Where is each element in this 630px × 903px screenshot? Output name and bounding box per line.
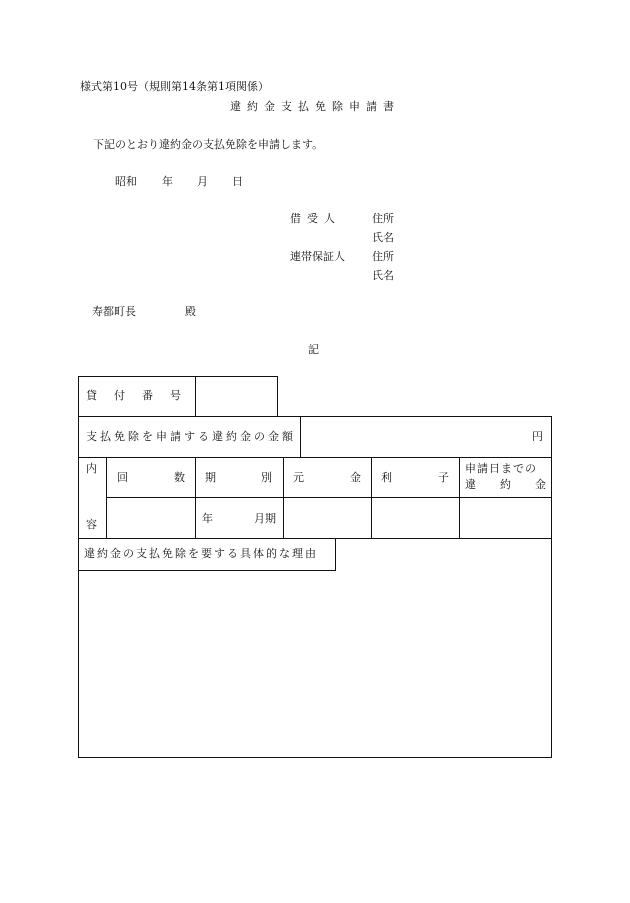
col-kaisu-1: 回 (117, 471, 128, 484)
gankin-field[interactable] (284, 498, 370, 537)
rishi-field[interactable] (372, 498, 458, 537)
intro-text: 下記のとおり違約金の支払免除を申請します。 (93, 138, 324, 151)
naiyo-top: 内 (86, 462, 97, 475)
col-penalty-v: 違 (465, 478, 476, 491)
date-year: 年 (162, 175, 173, 188)
naiyo-bottom: 容 (86, 518, 97, 531)
yen-unit: 円 (532, 430, 543, 443)
col-gankin-2: 金 (350, 471, 361, 484)
date-day: 日 (232, 175, 243, 188)
reason-field[interactable] (79, 571, 550, 756)
form-number: 様式第10号（規則第14条第1項関係） (80, 80, 269, 93)
borrower-address-label: 住所 (372, 212, 394, 225)
col-kaisu-2: 数 (174, 471, 185, 484)
row-year-label: 年 (202, 512, 213, 525)
penalty-field[interactable] (460, 498, 550, 537)
page-title: 違約金支払免除申請書 (230, 100, 400, 113)
exempt-amount-field[interactable] (301, 417, 550, 456)
reason-label: 違約金の支払免除を要する具体的な理由 (84, 547, 318, 560)
exempt-amount-label: 支払免除を申請する違約金の金額 (86, 430, 296, 443)
date-era: 昭和 (115, 175, 137, 188)
col-gankin-1: 元 (293, 471, 304, 484)
borrower-label: 借受人 (290, 212, 341, 225)
col-penalty-ya: 約 (500, 478, 511, 491)
kaisu-field[interactable] (107, 498, 194, 537)
guarantor-address-label: 住所 (372, 250, 394, 263)
col-kibetsu-2: 別 (261, 471, 272, 484)
guarantor-label: 連帯保証人 (290, 250, 345, 263)
row-month-period-label: 月期 (254, 512, 276, 525)
col-penalty-kin: 金 (535, 478, 546, 491)
addressee-name: 寿都町長 (92, 305, 136, 318)
borrower-name-label: 氏名 (372, 231, 394, 244)
date-month: 月 (197, 175, 208, 188)
addressee-honorific: 殿 (185, 305, 196, 318)
col-penalty-line1: 申請日までの (465, 462, 537, 475)
col-kibetsu-1: 期 (205, 471, 216, 484)
col-rishi-1: 利 (381, 471, 392, 484)
loan-number-field[interactable] (196, 377, 276, 415)
loan-number-label: 貸付番号 (86, 389, 198, 402)
guarantor-name-label: 氏名 (372, 269, 394, 282)
ki-heading: 記 (308, 343, 319, 356)
col-rishi-2: 子 (438, 471, 449, 484)
